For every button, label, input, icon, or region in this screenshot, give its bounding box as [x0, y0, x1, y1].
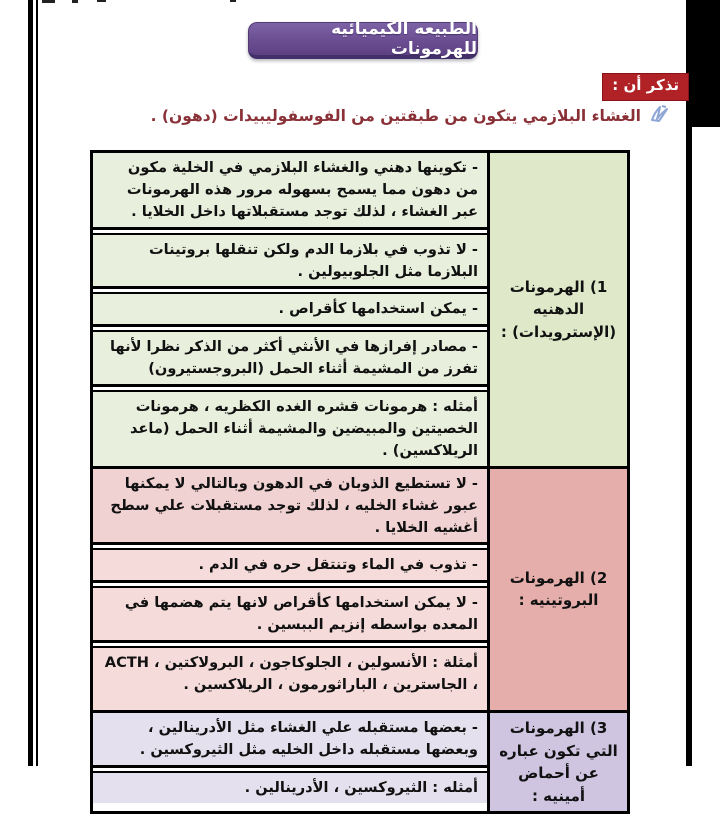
section-3-header-text: 3) الهرمونات التي تكون عباره عن أحماض أمينيه :: [499, 719, 618, 805]
table-row: - مصادر إفرازها في الأنثي أكثر من الذكر نظرا لأنها تفرز من المشيمة أثناء الحمل (البروجستيرون): [93, 330, 487, 387]
scan-artifact: [230, 0, 236, 2]
page-edge-block-top-right: [692, 0, 720, 127]
page-edge-line-left-thin: [36, 0, 38, 766]
section-header-cell: [487, 153, 627, 466]
section-header-cell: [487, 713, 627, 811]
page-title: الطبيعه الكيميائيه للهرمونات: [331, 19, 477, 59]
scan-artifact: [72, 0, 78, 3]
table-row: - تكوينها دهني والغشاء البلازمي في الخلية مكون من دهون مما يسمح بسهوله مرور هذه الهرمونات عبر الغشاء ، لذلك توجد مستقبلاتها داخل الخلايا .: [93, 153, 487, 230]
section-amino-acid-hormones: [93, 713, 627, 811]
table-row: أمثله : هرمونات قشره الغده الكظريه ، هرمونات الخصيتين والمبيضين والمشيمة أثناء الحمل (ماعد الريلاكسين) .: [93, 390, 487, 466]
title-banner: [248, 19, 478, 59]
hand-writing-icon: [648, 104, 670, 128]
section-2-header-text: 2) الهرمونات البروتينيه :: [509, 568, 608, 610]
scan-artifact: [42, 0, 55, 3]
table-row: أمثلة : الأنسولين ، الجلوكاجون ، البرولاكتين ، ACTH ، الجاسترين ، الباراثورمون ، الريلاكسين .: [93, 646, 487, 710]
section-1-rows: [93, 153, 487, 466]
section-header-cell: [487, 469, 627, 710]
page-edge-line-left-thick: [28, 0, 33, 766]
table-row: - لا تستطيع الذوبان في الدهون وبالتالي لا يمكنها عبور غشاء الخليه ، لذلك توجد مستقبلات علي سطح أغشيه الخلايا .: [93, 469, 487, 546]
hormones-table: [90, 150, 630, 814]
table-row: - لا تذوب في بلازما الدم ولكن تنقلها بروتينات البلازما مثل الجلوبيولين .: [93, 233, 487, 290]
section-protein-hormones: [93, 469, 627, 713]
table-row: - بعضها مستقبله علي الغشاء مثل الأدرينالين ، وبعضها مستقبله داخل الخليه مثل الثيروكسين .: [93, 713, 487, 768]
section-3-rows: [93, 713, 487, 811]
table-row: - تذوب في الماء وتنتقل حره في الدم .: [93, 548, 487, 583]
table-row: - يمكن استخدامها كأقراص .: [93, 292, 487, 327]
section-2-rows: [93, 469, 487, 710]
section-1-header-text: 1) الهرمونات الدهنيه (الإسترويدات) :: [500, 277, 617, 341]
table-row: أمثله : الثيروكسين ، الأدرينالين .: [93, 771, 487, 803]
table-row: - لا يمكن استخدامها كأقراص لانها يتم هضمها في المعده بواسطه إنزيم الببسين .: [93, 586, 487, 643]
reminder-note-line: [151, 104, 670, 128]
section-steroid-hormones: [93, 153, 627, 469]
reminder-label: تذكر أن :: [612, 76, 679, 94]
reminder-badge: [602, 73, 689, 101]
reminder-note-text: الغشاء البلازمي يتكون من طبقتين من الفوسفوليبيدات (دهون) .: [150, 107, 641, 125]
scan-artifact: [97, 0, 106, 2]
